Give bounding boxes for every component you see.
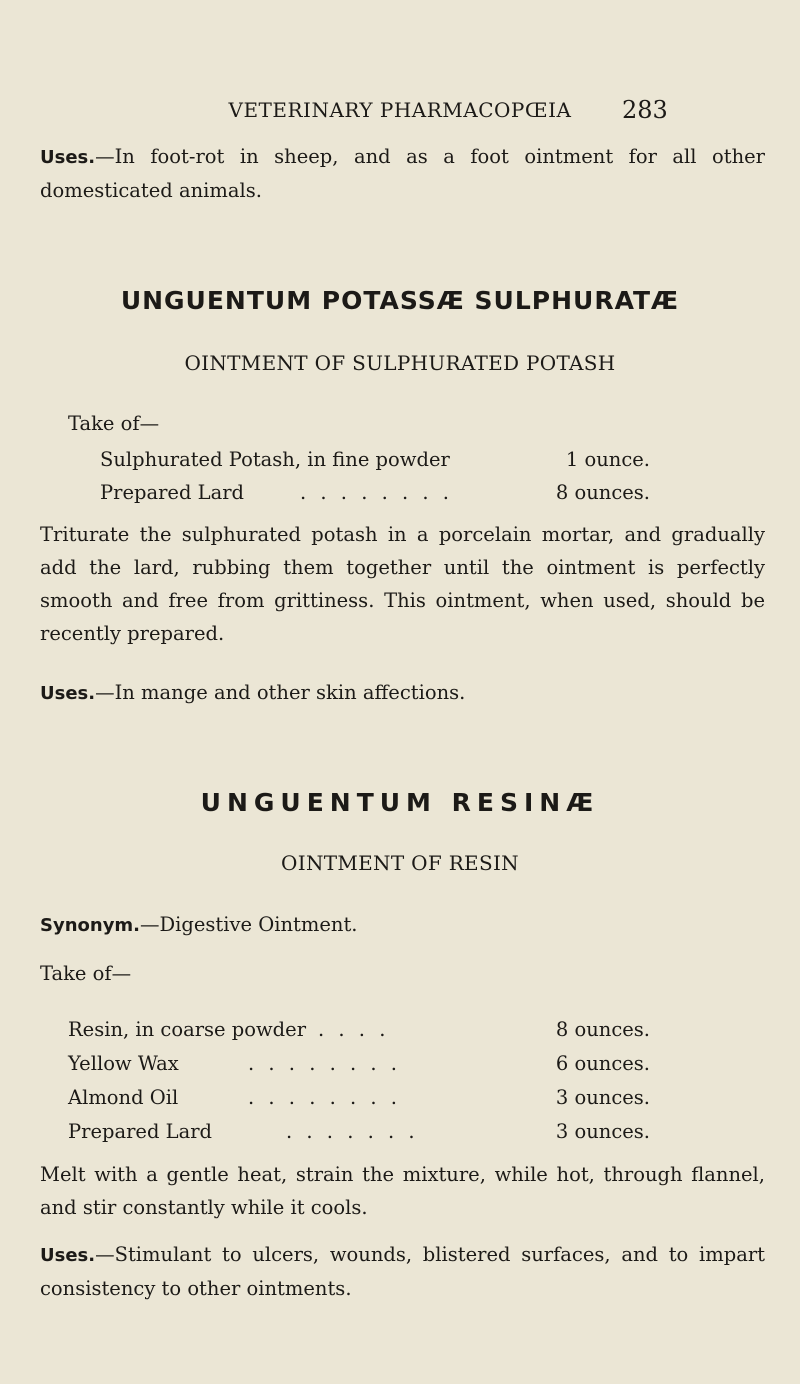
ingredient-name: Prepared Lard	[100, 481, 245, 504]
leader-dots: . . . .	[318, 1018, 390, 1041]
uses-label: Uses.	[40, 1245, 96, 1266]
ingredient-quantity: 3 ounces.	[555, 1086, 650, 1109]
ingredient-quantity: 3 ounces.	[555, 1120, 650, 1143]
ingredient-row	[68, 1120, 650, 1153]
synonym-text: —Digestive Ointment.	[140, 913, 358, 936]
synonym-label: Synonym.	[40, 915, 141, 936]
leader-dots: . . . . . . . .	[300, 481, 453, 504]
section2-method	[40, 1158, 765, 1224]
ingredient-quantity: 1 ounce.	[565, 448, 650, 471]
ingredient-row	[100, 448, 650, 481]
uses-text: —In foot-rot in sheep, and as a foot ointment for all other domesticated animals.	[40, 145, 765, 202]
uses-label: Uses.	[40, 147, 96, 168]
synonym-paragraph	[40, 908, 765, 942]
section1-subtitle: OINTMENT OF SULPHURATED POTASH	[184, 351, 616, 375]
method-text: Triturate the sulphurated potash in a porcelain mortar, and gradually add the lard, rubbing them together until the ointment is perfectly smooth and free from grittiness. This ointment, when used, should be recently prepared.	[40, 523, 765, 645]
ingredient-name: Yellow Wax	[68, 1052, 179, 1075]
ingredient-name: Sulphurated Potash, in fine powder	[100, 448, 450, 471]
ingredient-quantity: 6 ounces.	[555, 1052, 650, 1075]
uses-label: Uses.	[40, 683, 96, 704]
method-text: Melt with a gentle heat, strain the mixture, while hot, through flannel, and stir constantly while it cools.	[40, 1163, 765, 1219]
ingredient-row	[100, 481, 650, 514]
leader-dots: . . . . . . . .	[248, 1086, 401, 1109]
ingredient-name: Resin, in coarse powder	[68, 1018, 307, 1041]
section1-method	[40, 518, 765, 650]
ingredient-row	[68, 1018, 650, 1051]
section1-title: UNGUENTUM POTASSÆ SULPHURATÆ	[120, 286, 680, 315]
leader-dots: . . . . . . . .	[248, 1052, 401, 1075]
section1-take-of: Take of—	[68, 412, 160, 435]
ingredient-name: Almond Oil	[68, 1086, 179, 1109]
ingredient-name: Prepared Lard	[68, 1120, 213, 1143]
ingredient-row	[68, 1052, 650, 1085]
page-number: 283	[622, 96, 668, 124]
section1-uses-paragraph	[40, 676, 765, 710]
ingredient-quantity: 8 ounces.	[555, 481, 650, 504]
section2-take-of: Take of—	[40, 962, 132, 985]
running-head	[0, 96, 800, 126]
ingredient-quantity: 8 ounces.	[555, 1018, 650, 1041]
intro-uses-paragraph	[40, 140, 765, 207]
ingredient-row	[68, 1086, 650, 1119]
section2-title: UNGUENTUM RESINÆ	[200, 788, 600, 817]
uses-text: —Stimulant to ulcers, wounds, blistered surfaces, and to impart consistency to other ointments.	[40, 1243, 765, 1300]
section2-subtitle: OINTMENT OF RESIN	[281, 851, 519, 875]
running-title: VETERINARY PHARMACOPŒIA	[228, 98, 572, 122]
uses-text: —In mange and other skin affections.	[95, 681, 466, 704]
section2-uses-paragraph	[40, 1238, 765, 1305]
leader-dots: . . . . . . .	[286, 1120, 419, 1143]
